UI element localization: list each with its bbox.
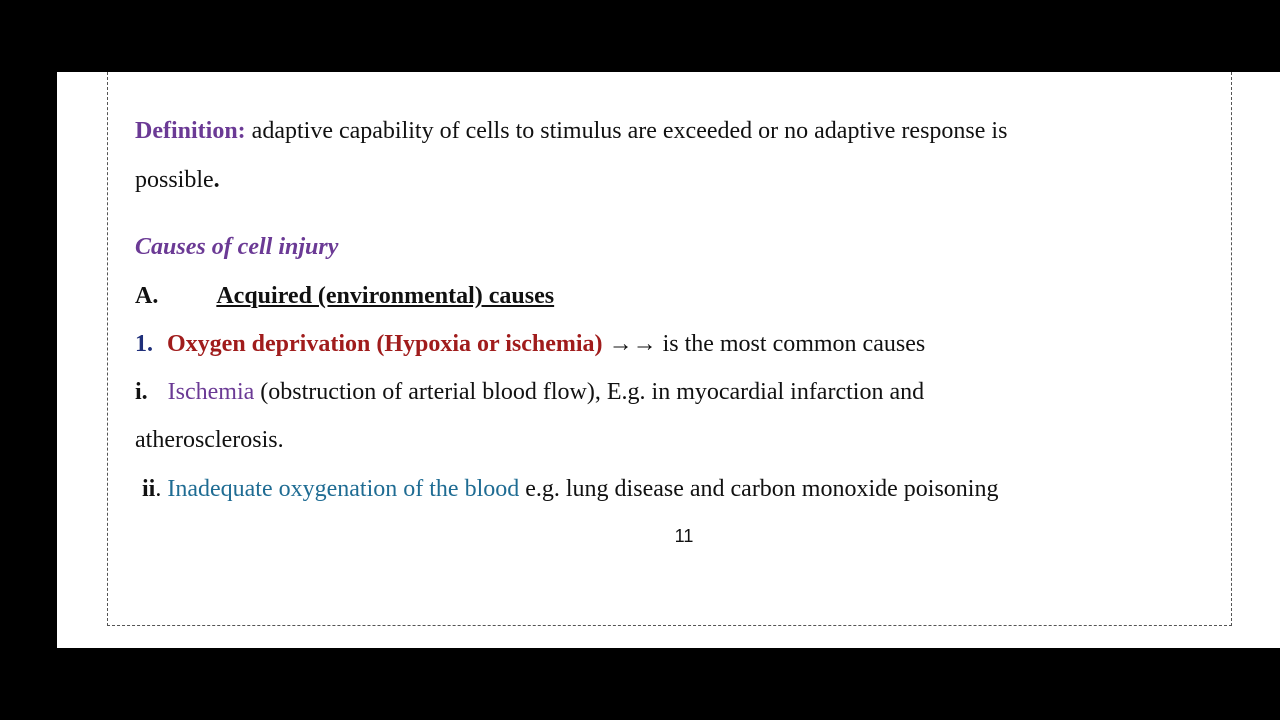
- definition-text-end: .: [213, 167, 220, 193]
- definition-label: Definition:: [135, 118, 246, 144]
- item-i-line-1: [135, 377, 924, 407]
- item-ii-marker: ii: [142, 476, 156, 502]
- item-i-marker: i.: [135, 379, 148, 405]
- item-i-text-line-1: (obstruction of arterial blood flow), E.g. in myocardial infarction and: [254, 379, 925, 405]
- slide-page: [57, 72, 1280, 648]
- page-number: 11: [674, 526, 694, 546]
- causes-heading: Causes of cell injury: [135, 234, 339, 260]
- item-ii-text: e.g. lung disease and carbon monoxide poisoning: [519, 476, 999, 502]
- definition-text-line-1: adaptive capability of cells to stimulus are exceeded or no adaptive response is: [245, 118, 1008, 144]
- section-a: [135, 281, 554, 311]
- item-ii-term: Inadequate oxygenation of the blood: [161, 476, 520, 502]
- section-a-marker: A.: [135, 283, 159, 309]
- item-i-line-2: [135, 425, 284, 455]
- definition-line-2: [135, 165, 220, 195]
- item-1-title: Oxygen deprivation (Hypoxia or ischemia): [167, 331, 603, 357]
- item-1-marker: 1.: [135, 331, 153, 357]
- item-i-term: Ischemia: [167, 379, 255, 405]
- definition-text-line-2: possible: [135, 167, 214, 193]
- item-i-text-line-2: atherosclerosis.: [135, 427, 284, 453]
- item-1: [135, 329, 925, 359]
- item-1-text: →→ is the most common causes: [602, 331, 926, 357]
- item-ii: [142, 474, 998, 504]
- section-a-title: Acquired (environmental) causes: [216, 283, 555, 309]
- definition-line-1: [135, 116, 1007, 146]
- item-ii-marker-dot: .: [155, 476, 162, 502]
